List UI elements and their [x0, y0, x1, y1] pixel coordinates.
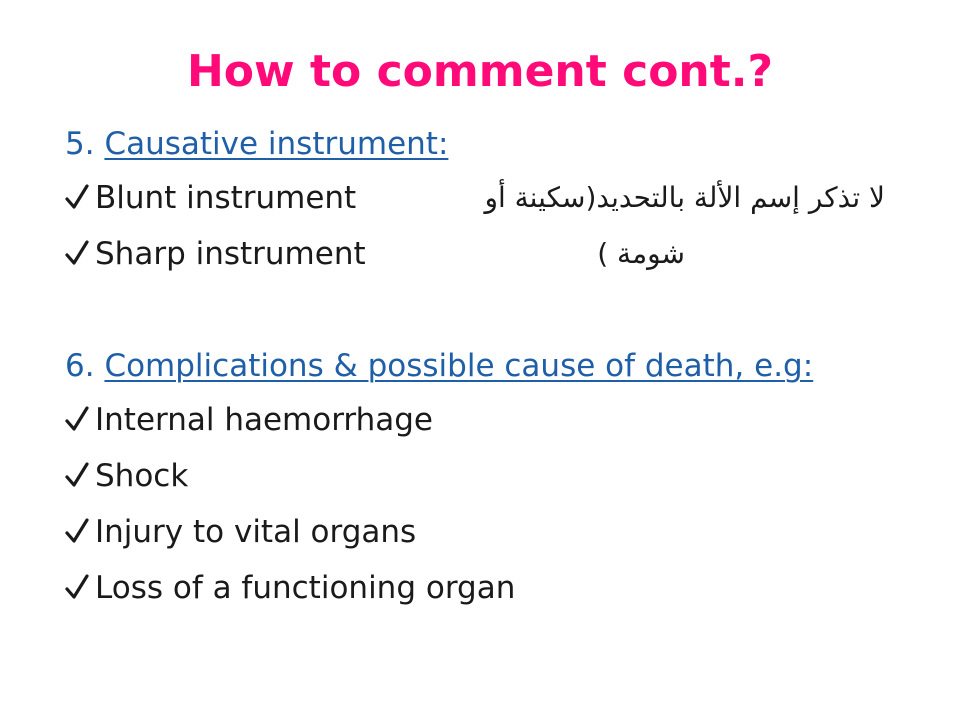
checkmark-icon [65, 573, 89, 601]
slide-title: How to comment cont.? [186, 46, 774, 97]
section-5-title: Causative instrument: [104, 126, 449, 162]
list-item-label: Shock [95, 458, 189, 494]
checkmark-icon [65, 405, 89, 433]
checkmark-icon [65, 461, 89, 489]
section-5-heading [65, 124, 448, 164]
checkmark-icon [65, 183, 89, 211]
list-item-sharp [65, 234, 366, 274]
checkmark-icon [65, 239, 89, 267]
arabic-note-line-1: لا تذكر إسم الألة بالتحديد(سكينة أو [484, 181, 885, 214]
list-item-blunt [65, 178, 356, 218]
section-6-title: Complications & possible cause of death, e.g: [104, 348, 814, 384]
list-item-label: Internal haemorrhage [95, 402, 434, 438]
checkmark-icon [65, 517, 89, 545]
list-item-shock [65, 456, 188, 496]
list-item-functioning-organ [65, 568, 515, 608]
list-item-label: Blunt instrument [95, 180, 357, 216]
section-6-number: 6. [65, 348, 95, 384]
list-item-label: Loss of a functioning organ [95, 570, 516, 606]
section-5-number: 5. [65, 126, 95, 162]
list-item-label: Injury to vital organs [95, 514, 417, 550]
arabic-note-line-2: شومة ) [597, 237, 685, 270]
list-item-haemorrhage [65, 400, 433, 440]
section-6-heading [65, 346, 813, 386]
list-item-label: Sharp instrument [95, 236, 366, 272]
list-item-vital-organs [65, 512, 416, 552]
